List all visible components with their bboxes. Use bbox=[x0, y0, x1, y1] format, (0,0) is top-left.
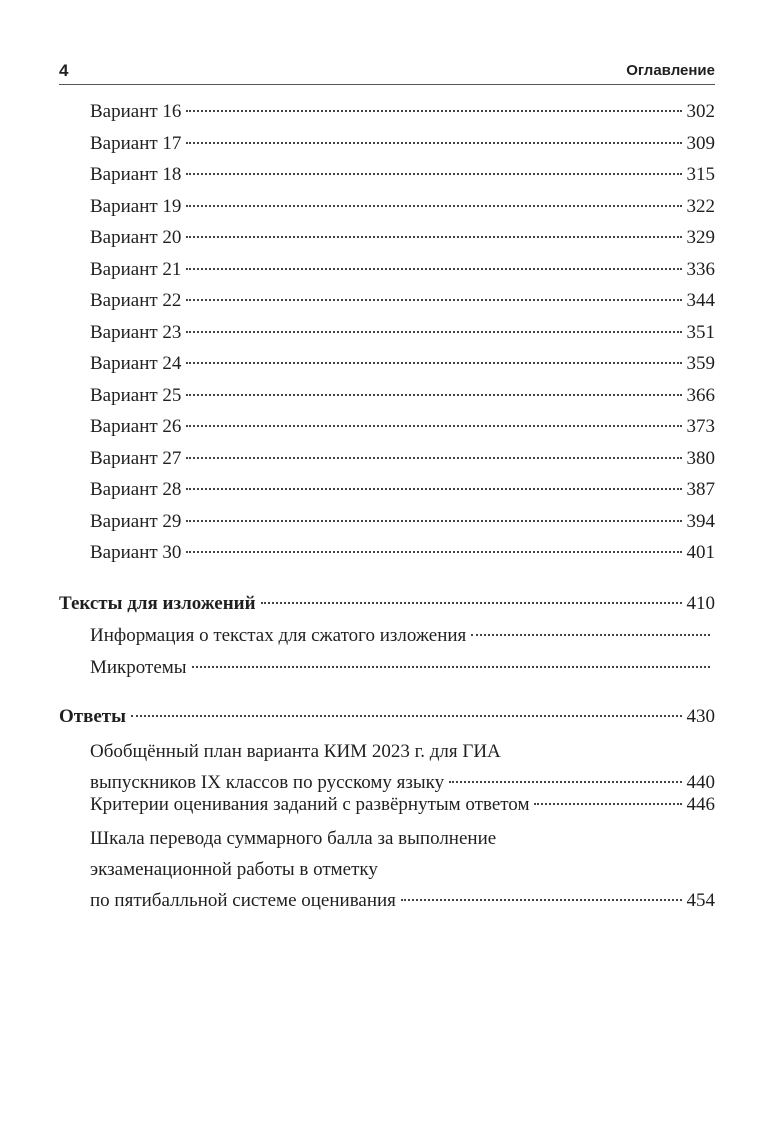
toc-entry-variant-23[interactable] bbox=[90, 317, 715, 349]
dot-leader bbox=[186, 361, 681, 364]
toc-entry-variant-24[interactable] bbox=[90, 348, 715, 380]
toc-entry-page: 380 bbox=[686, 447, 715, 469]
dot-leader bbox=[186, 330, 681, 333]
dot-leader bbox=[186, 172, 681, 175]
dot-leader bbox=[186, 141, 681, 144]
toc-section-title: Ответы bbox=[59, 706, 126, 727]
toc-entry-variant-17[interactable] bbox=[90, 128, 715, 160]
toc-entry-title: Вариант 17 bbox=[90, 132, 182, 154]
toc-entry-variant-18[interactable] bbox=[90, 159, 715, 191]
toc-entry-score-scale[interactable] bbox=[90, 823, 715, 916]
toc-entry-variant-26[interactable] bbox=[90, 411, 715, 443]
dot-leader bbox=[186, 519, 681, 522]
toc-entry-page: 440 bbox=[686, 772, 715, 793]
page-header bbox=[59, 54, 715, 85]
toc-entry-title-line: Шкала перевода суммарного балла за выполнение bbox=[90, 828, 497, 849]
toc-entry-title: Вариант 18 bbox=[90, 164, 182, 185]
toc-entry-page: 329 bbox=[686, 227, 715, 248]
dot-leader bbox=[186, 550, 681, 553]
toc-entry-variant-25[interactable] bbox=[90, 380, 715, 412]
toc-entry-page: 344 bbox=[686, 290, 715, 311]
dot-leader bbox=[186, 235, 681, 238]
toc-entry-page: 322 bbox=[686, 195, 715, 217]
toc-entry-title: Вариант 21 bbox=[90, 258, 182, 280]
toc-entry-title: Вариант 19 bbox=[90, 195, 182, 217]
toc-entry-title: Вариант 26 bbox=[90, 416, 182, 437]
toc-entry-page: 302 bbox=[686, 101, 715, 122]
toc-entry-variant-16[interactable] bbox=[90, 96, 715, 128]
dot-leader bbox=[471, 633, 710, 636]
toc-entry-page: 359 bbox=[686, 353, 715, 374]
toc-entry-title: Вариант 22 bbox=[90, 290, 182, 311]
toc-entry-variant-29[interactable] bbox=[90, 506, 715, 538]
toc-entry-page: 387 bbox=[686, 479, 715, 500]
dot-leader bbox=[186, 393, 681, 396]
toc-entry-variant-28[interactable] bbox=[90, 474, 715, 506]
toc-entry-title: Вариант 23 bbox=[90, 321, 182, 343]
dot-leader bbox=[261, 601, 682, 604]
toc-entry-variant-30[interactable] bbox=[90, 537, 715, 569]
dot-leader bbox=[186, 109, 681, 112]
toc-entry-variant-21[interactable] bbox=[90, 254, 715, 286]
toc-entry-page: 394 bbox=[686, 510, 715, 532]
toc-entry-page: 351 bbox=[686, 321, 715, 343]
dot-leader bbox=[186, 298, 681, 301]
dot-leader bbox=[131, 714, 682, 717]
dot-leader bbox=[186, 487, 681, 490]
toc-entry-title: Вариант 30 bbox=[90, 542, 182, 563]
dot-leader bbox=[401, 898, 682, 901]
page-number: 4 bbox=[59, 61, 69, 80]
toc-entry-title: Критерии оценивания заданий с развёрнутым ответом bbox=[90, 794, 530, 815]
toc-section-title: Тексты для изложений bbox=[59, 593, 256, 614]
toc-entry-page: 366 bbox=[686, 384, 715, 406]
toc-section-page: 410 bbox=[686, 593, 715, 614]
toc-entry-page: 336 bbox=[686, 258, 715, 280]
toc-entry-page: 446 bbox=[686, 794, 715, 815]
toc-entry-title: Информация о текстах для сжатого изложения bbox=[90, 625, 467, 646]
toc-entry-title-line: экзаменационной работы в отметку bbox=[90, 859, 378, 880]
toc-entry-title: Микротемы bbox=[90, 657, 187, 678]
toc-section-page: 430 bbox=[686, 706, 715, 727]
toc-entry-title: Вариант 20 bbox=[90, 227, 182, 248]
toc-section-texts[interactable] bbox=[59, 588, 715, 620]
toc-entry-title: Вариант 27 bbox=[90, 447, 182, 469]
toc-entry-page: 454 bbox=[686, 890, 715, 911]
toc-entry-page: 401 bbox=[686, 542, 715, 563]
dot-leader bbox=[186, 267, 681, 270]
toc-entry-microthemes[interactable] bbox=[90, 652, 715, 684]
toc-entry-variant-20[interactable] bbox=[90, 222, 715, 254]
dot-leader bbox=[449, 780, 681, 783]
toc-entry-variant-27[interactable] bbox=[90, 443, 715, 475]
dot-leader bbox=[186, 456, 681, 459]
toc-entry-page: 373 bbox=[686, 416, 715, 437]
toc-entry-title-line: Обобщённый план варианта КИМ 2023 г. для ГИА bbox=[90, 741, 501, 762]
toc-entry-title: Вариант 24 bbox=[90, 353, 182, 374]
toc-entry-title: Вариант 28 bbox=[90, 479, 182, 500]
dot-leader bbox=[186, 204, 681, 207]
toc-entry-title: Вариант 25 bbox=[90, 384, 182, 406]
toc-entry-title-line: по пятибалльной системе оценивания bbox=[90, 890, 396, 911]
toc-entry-criteria[interactable] bbox=[90, 789, 715, 821]
dot-leader bbox=[192, 665, 710, 668]
toc-section-answers[interactable] bbox=[59, 701, 715, 733]
toc-entry-variant-19[interactable] bbox=[90, 191, 715, 223]
toc-entry-text-info[interactable] bbox=[90, 620, 715, 652]
running-title: Оглавление bbox=[626, 62, 715, 79]
toc-entry-title: Вариант 16 bbox=[90, 101, 182, 122]
dot-leader bbox=[534, 802, 681, 805]
dot-leader bbox=[186, 424, 681, 427]
toc-entry-page: 309 bbox=[686, 132, 715, 154]
toc-entry-page: 315 bbox=[686, 164, 715, 185]
toc-entry-variant-22[interactable] bbox=[90, 285, 715, 317]
toc-entry-title: Вариант 29 bbox=[90, 510, 182, 532]
toc-entry-title-line: выпускников IX классов по русскому языку bbox=[90, 772, 445, 793]
